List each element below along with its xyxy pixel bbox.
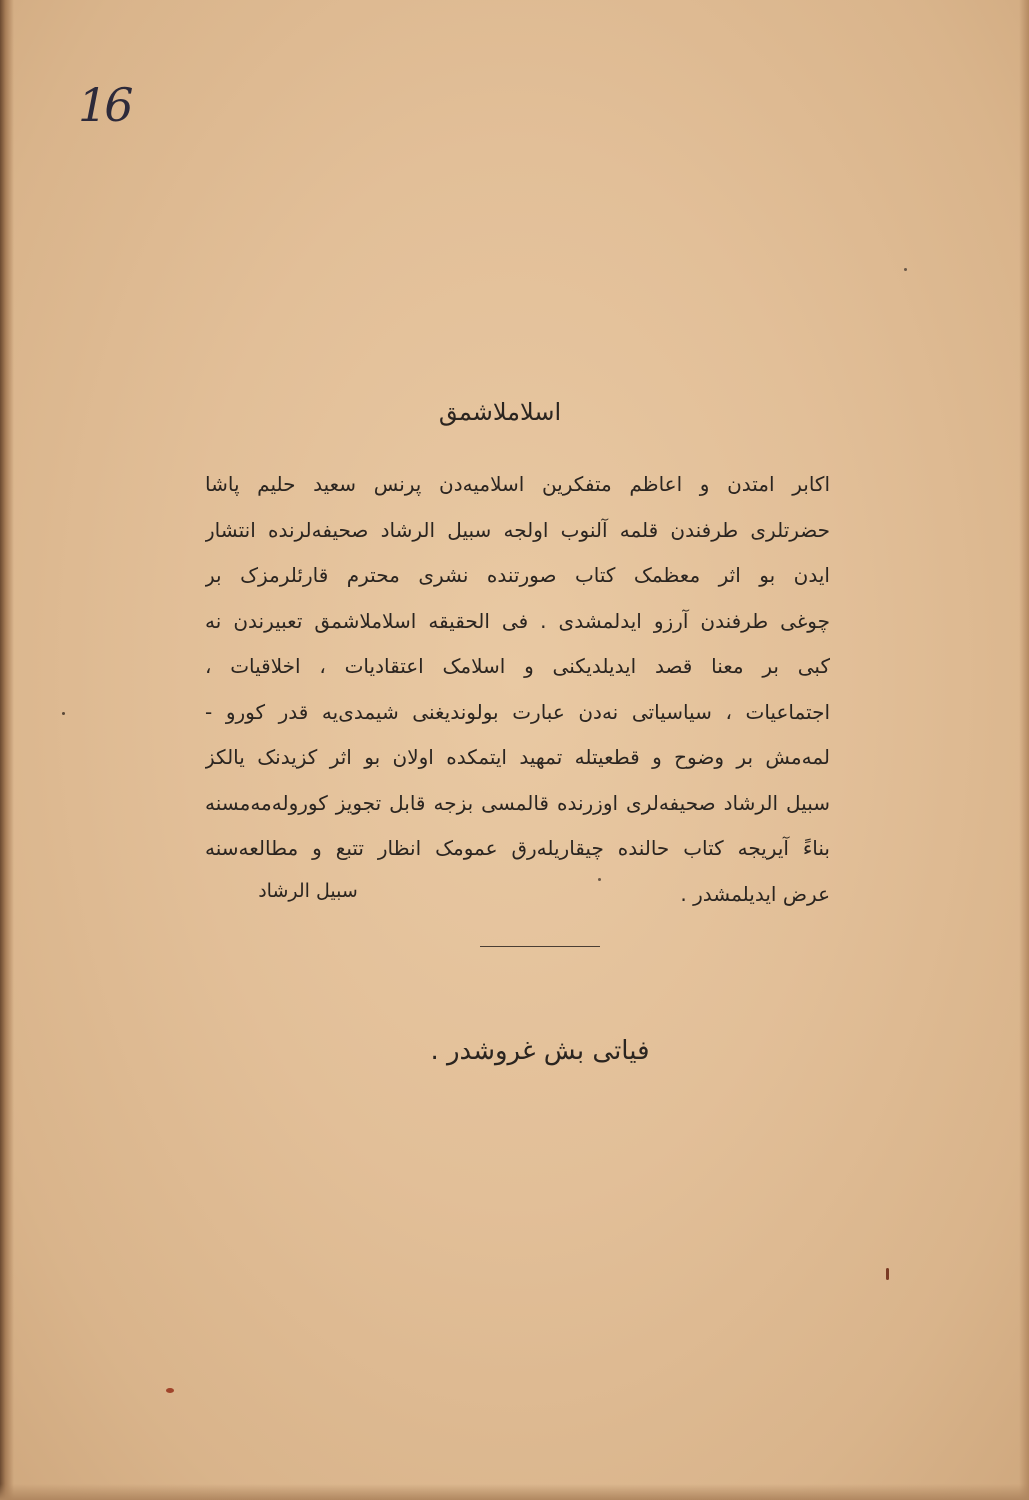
body-line: اکابر امتدن و اعاظم متفکرین اسلامیه‌دن پرنس سعید حلیم پاشا xyxy=(205,472,830,496)
price-line: فیاتی بش غروشدر . xyxy=(430,1036,650,1066)
page-title: اسلاملاشمق xyxy=(438,398,562,426)
paper-speck xyxy=(62,712,65,715)
body-line: بناءً آیریجه کتاب حالنده چیقاریله‌رق عمومک انظار تتبع و مطالعه‌سنه xyxy=(205,836,830,860)
paper-speck xyxy=(904,268,907,271)
body-paragraph xyxy=(205,462,830,917)
page-right-edge xyxy=(1019,0,1029,1500)
divider-line xyxy=(480,946,600,947)
body-line: اجتماعیات ، سیاسیاتی نه‌دن عبارت بولوندیغنی شیمدی‌یه قدر کورو - xyxy=(205,699,830,724)
paper-speck xyxy=(598,878,601,881)
page-left-edge xyxy=(0,0,14,1500)
paper-speck xyxy=(886,1268,889,1280)
page-bottom-edge xyxy=(0,1484,1029,1500)
body-line: کبی بر معنا قصد ایدیلدیکنی و اسلامک اعتقادیات ، اخلاقیات ، xyxy=(205,654,830,678)
body-line: حضرتلری طرفندن قلمه آلنوب اولجه سبیل الرشاد صحیفه‌لرنده انتشار xyxy=(205,517,830,542)
body-line: لمه‌مش بر وضوح و قطعیتله تمهید ایتمکده اولان بو اثر کزیدنک یالکز xyxy=(205,745,830,769)
paper-speck xyxy=(166,1388,174,1393)
body-line: سبیل الرشاد صحیفه‌لری اوزرنده قالمسی بزجه قابل تجویز کوروله‌مه‌مسنه xyxy=(205,790,830,815)
page-number: 16 xyxy=(78,78,131,132)
body-line: ایدن بو اثر معظمک کتاب صورتنده نشری محترم قارئلرمزک بر xyxy=(205,563,830,587)
signature: سبیل الرشاد xyxy=(258,880,358,902)
body-line: چوغی طرفندن آرزو ایدلمشدی . فی الحقیقه اسلاملاشمق تعبیرندن نه xyxy=(205,608,830,633)
body-line: عرض ایدیلمشدر . xyxy=(680,881,830,906)
